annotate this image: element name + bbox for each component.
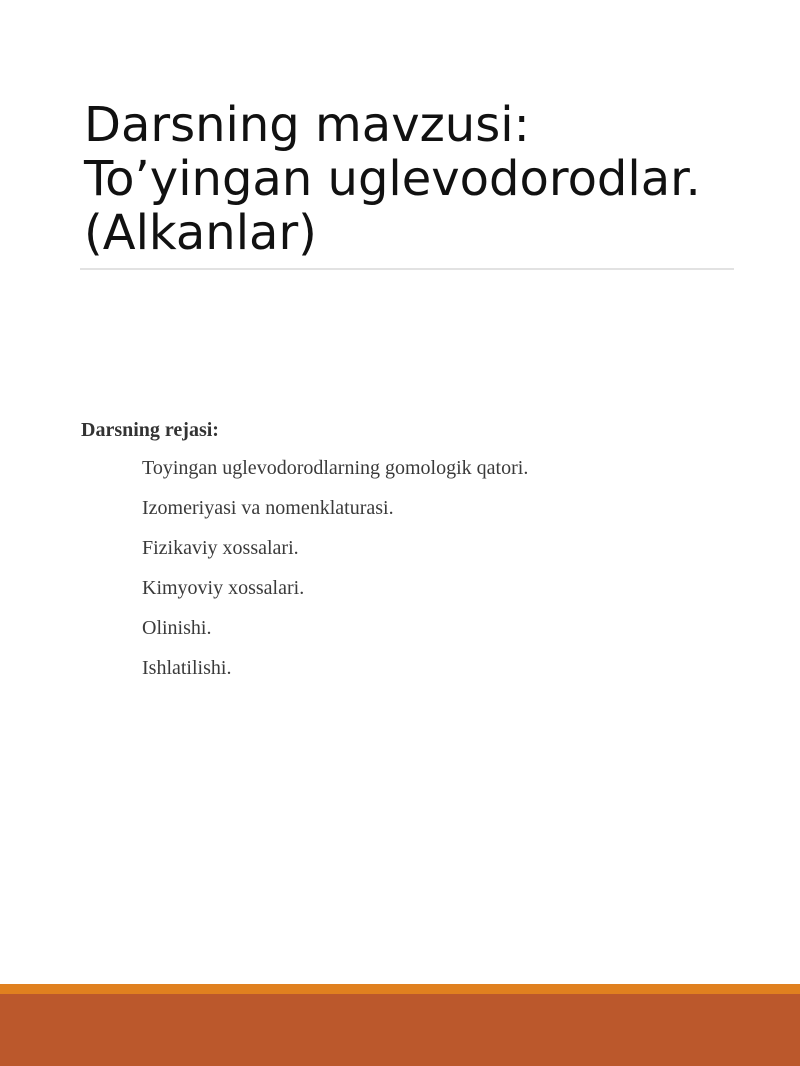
plan-item: Olinishi. bbox=[142, 617, 212, 639]
plan-item: Ishlatilishi. bbox=[142, 657, 232, 679]
footer-band bbox=[0, 994, 800, 1066]
plan-item: Kimyoviy xossalari. bbox=[142, 577, 305, 599]
plan-item: Toyingan uglevodorodlarning gomologik qatori. bbox=[142, 457, 529, 479]
title-line-1: Darsning mavzusi: bbox=[84, 97, 530, 153]
slide-title bbox=[84, 98, 764, 260]
plan-heading: Darsning rejasi: bbox=[81, 419, 219, 441]
title-line-2: To’yingan uglevodorodlar. bbox=[84, 151, 701, 207]
title-divider bbox=[80, 268, 734, 270]
plan-list bbox=[142, 456, 528, 696]
plan-item: Fizikaviy xossalari. bbox=[142, 537, 299, 559]
footer-accent-stripe bbox=[0, 984, 800, 994]
plan-item: Izomeriyasi va nomenklaturasi. bbox=[142, 497, 394, 519]
title-line-3: (Alkanlar) bbox=[84, 205, 317, 261]
